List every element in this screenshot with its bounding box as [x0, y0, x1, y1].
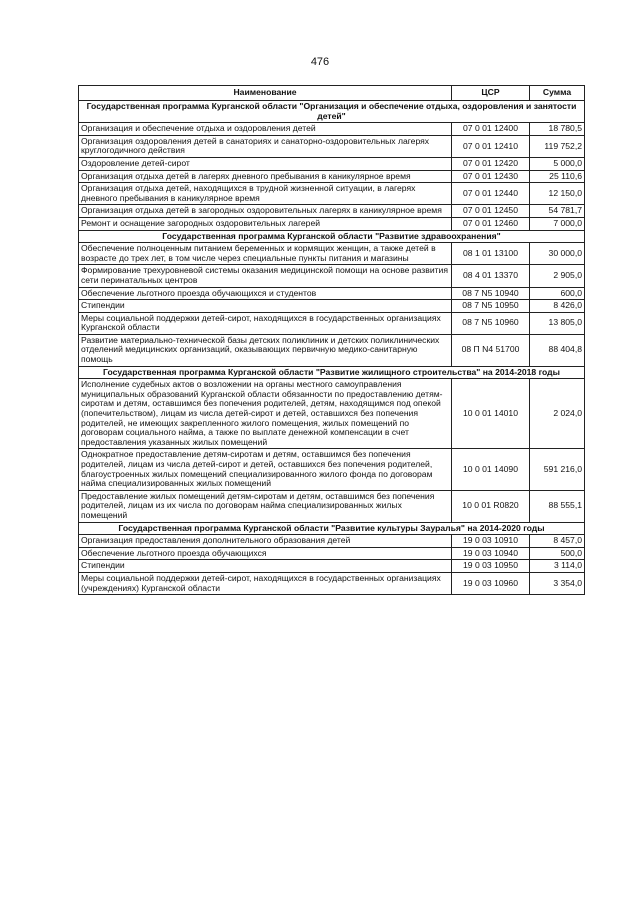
table-row — [79, 490, 585, 522]
row-csr: 19 0 03 10910 — [452, 535, 530, 548]
table-row — [79, 183, 585, 205]
row-sum: 30 000,0 — [530, 243, 585, 265]
header-sum: Сумма — [530, 86, 585, 101]
section-title: Государственная программа Курганской области "Развитие культуры Зауралья" на 2014-2020 годы — [79, 522, 585, 535]
table-row — [79, 334, 585, 366]
row-csr: 10 0 01 R0820 — [452, 490, 530, 522]
table-row — [79, 123, 585, 136]
row-name: Меры социальной поддержки детей-сирот, находящихся в государственных организациях Курганской области — [79, 312, 452, 334]
row-sum: 591 216,0 — [530, 449, 585, 490]
row-name: Обеспечение льготного проезда обучающихся и студентов — [79, 287, 452, 300]
row-name: Обеспечение полноценным питанием беременных и кормящих женщин, а также детей в возрасте до трех лет, в том числе через специальные пункты питания и магазины — [79, 243, 452, 265]
row-csr: 19 0 03 10960 — [452, 572, 530, 594]
table-row — [79, 243, 585, 265]
row-csr: 08 1 01 13100 — [452, 243, 530, 265]
table-row — [79, 379, 585, 449]
table-row — [79, 135, 585, 157]
row-sum: 600,0 — [530, 287, 585, 300]
table-row — [79, 547, 585, 560]
row-sum: 8 426,0 — [530, 300, 585, 313]
row-sum: 54 781,7 — [530, 205, 585, 218]
row-csr: 07 0 01 12430 — [452, 170, 530, 183]
row-name: Стипендии — [79, 560, 452, 573]
section-title: Государственная программа Курганской области "Организация и обеспечение отдыха, оздоровления и занятости детей" — [79, 101, 585, 123]
row-sum: 3 114,0 — [530, 560, 585, 573]
section-title: Государственная программа Курганской области "Развитие жилищного строительства" на 2014-2018 годы — [79, 366, 585, 379]
row-name: Организация оздоровления детей в санаториях и санаторно-оздоровительных лагерях круглогодичного действия — [79, 135, 452, 157]
row-name: Организация отдыха детей в загородных оздоровительных лагерях в каникулярное время — [79, 205, 452, 218]
row-sum: 12 150,0 — [530, 183, 585, 205]
table-row — [79, 157, 585, 170]
row-csr: 07 0 01 12400 — [452, 123, 530, 136]
row-csr: 07 0 01 12450 — [452, 205, 530, 218]
row-name: Организация отдыха детей в лагерях дневного пребывания в каникулярное время — [79, 170, 452, 183]
row-name: Однократное предоставление детям-сиротам и детям, оставшимся без попечения родителей, лицам из числа детей-сирот и детей, оставшихся без попечения родителей, благоустроенных жилых помещений специализированного жилого фонда по договорам найма специализированных жилых помещений — [79, 449, 452, 490]
row-csr: 08 4 01 13370 — [452, 265, 530, 287]
row-name: Организация и обеспечение отдыха и оздоровления детей — [79, 123, 452, 136]
row-csr: 19 0 03 10950 — [452, 560, 530, 573]
row-sum: 500,0 — [530, 547, 585, 560]
row-csr: 08 7 N5 10950 — [452, 300, 530, 313]
row-name: Предоставление жилых помещений детям-сиротам и детям, оставшимся без попечения родителей, лицам из их числа по договорам найма специализированных жилых помещений — [79, 490, 452, 522]
row-sum: 13 805,0 — [530, 312, 585, 334]
row-csr: 08 7 N5 10940 — [452, 287, 530, 300]
row-sum: 25 110,6 — [530, 170, 585, 183]
page-number: 476 — [310, 56, 330, 68]
row-sum: 3 354,0 — [530, 572, 585, 594]
row-name: Развитие материально-технической базы детских поликлиник и детских поликлинических отделений медицинских организаций, оказывающих первичную медико-санитарную помощь — [79, 334, 452, 366]
header-row — [79, 86, 585, 101]
row-csr: 07 0 01 12460 — [452, 217, 530, 230]
section-row — [79, 230, 585, 243]
row-sum: 119 752,2 — [530, 135, 585, 157]
row-sum: 2 024,0 — [530, 379, 585, 449]
section-row — [79, 101, 585, 123]
row-sum: 7 000,0 — [530, 217, 585, 230]
table-row — [79, 449, 585, 490]
budget-table — [78, 85, 585, 595]
table-row — [79, 312, 585, 334]
row-name: Стипендии — [79, 300, 452, 313]
row-sum: 2 905,0 — [530, 265, 585, 287]
row-sum: 5 000,0 — [530, 157, 585, 170]
row-csr: 19 0 03 10940 — [452, 547, 530, 560]
header-csr: ЦСР — [452, 86, 530, 101]
section-row — [79, 366, 585, 379]
row-csr: 07 0 01 12440 — [452, 183, 530, 205]
table-row — [79, 300, 585, 313]
row-sum: 18 780,5 — [530, 123, 585, 136]
section-title: Государственная программа Курганской области "Развитие здравоохранения" — [79, 230, 585, 243]
row-csr: 08 7 N5 10960 — [452, 312, 530, 334]
row-sum: 88 555,1 — [530, 490, 585, 522]
row-csr: 10 0 01 14010 — [452, 379, 530, 449]
row-name: Обеспечение льготного проезда обучающихся — [79, 547, 452, 560]
table-row — [79, 560, 585, 573]
row-name: Меры социальной поддержки детей-сирот, находящихся в государственных организациях (учреждениях) Курганской области — [79, 572, 452, 594]
table-row — [79, 265, 585, 287]
row-name: Исполнение судебных актов о возложении на органы местного самоуправления муниципальных образований Курганской области обязанности по предоставлению детям-сиротам и детям, оставшимся без попечения родителей, детям, находящимся под опекой (попечительством), лицам из числа детей-сирот и детей, оставшихся без попечения родителей, не имеющих закрепленного жилого помещения, жилых помещений по договорам социального найма, а также по выплате денежной компенсации в счет предоставления указанных жилых помещений — [79, 379, 452, 449]
row-name: Организация отдыха детей, находящихся в трудной жизненной ситуации, в лагерях дневного пребывания в каникулярное время — [79, 183, 452, 205]
row-sum: 8 457,0 — [530, 535, 585, 548]
row-csr: 08 П N4 51700 — [452, 334, 530, 366]
row-csr: 07 0 01 12410 — [452, 135, 530, 157]
row-csr: 07 0 01 12420 — [452, 157, 530, 170]
table-row — [79, 535, 585, 548]
row-csr: 10 0 01 14090 — [452, 449, 530, 490]
row-name: Ремонт и оснащение загородных оздоровительных лагерей — [79, 217, 452, 230]
header-name: Наименование — [79, 86, 452, 101]
row-name: Организация предоставления дополнительного образования детей — [79, 535, 452, 548]
table-row — [79, 217, 585, 230]
section-row — [79, 522, 585, 535]
table-row — [79, 170, 585, 183]
row-name: Оздоровление детей-сирот — [79, 157, 452, 170]
row-name: Формирование трехуровневой системы оказания медицинской помощи на основе развития сети перинатальных центров — [79, 265, 452, 287]
table-row — [79, 287, 585, 300]
table-row — [79, 205, 585, 218]
row-sum: 88 404,8 — [530, 334, 585, 366]
table-row — [79, 572, 585, 594]
